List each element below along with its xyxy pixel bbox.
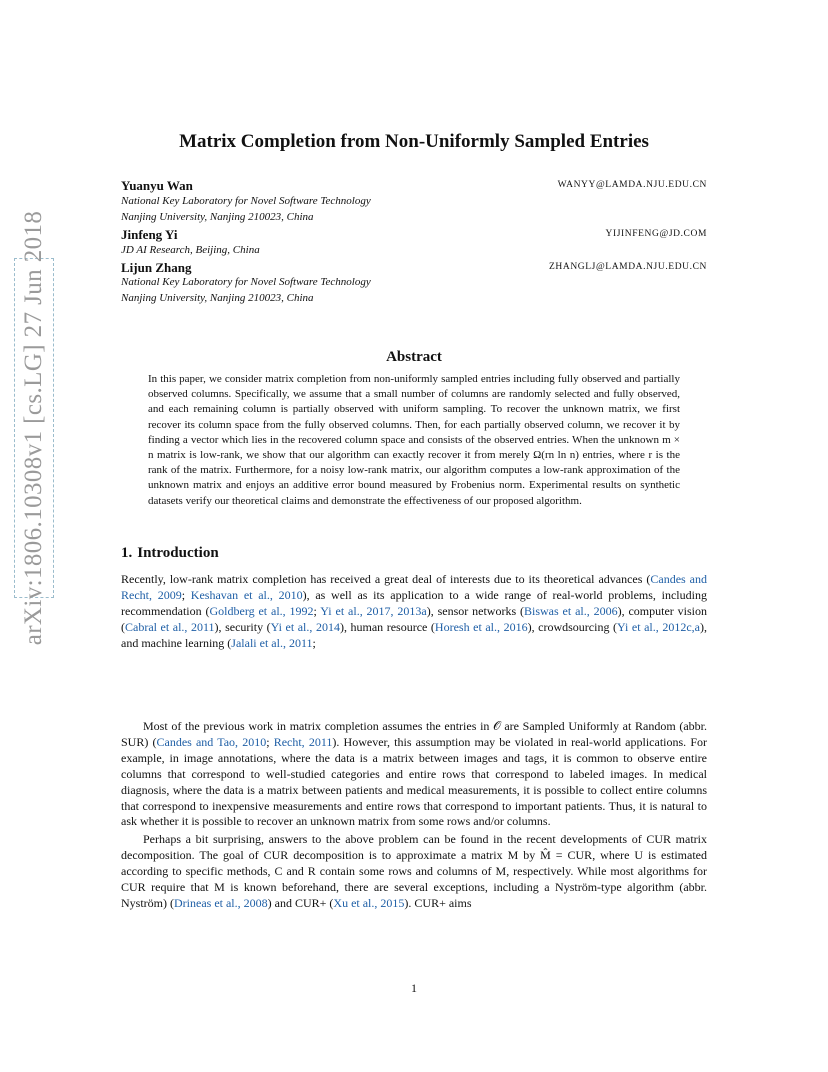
citation-link[interactable]: Drineas et al., 2008 (174, 895, 268, 910)
page-number: 1 (411, 981, 417, 995)
citation-link[interactable]: Candes and Tao, 2010 (156, 734, 267, 749)
text-run: ; (313, 603, 321, 618)
arxiv-stamp-text: arXiv:1806.10308v1 [cs.LG] 27 Jun 2018 (20, 210, 47, 646)
author-name: Lijun Zhang (121, 260, 192, 275)
text-run: ), human resource ( (339, 619, 435, 634)
citation-link[interactable]: Yi et al., 2014 (270, 619, 340, 634)
citation-link[interactable]: Candes and Recht, 2009 (121, 572, 707, 602)
text-run: ). However, this assumption may be violated in real-world applications. For example, in image annotations, where the data is a matrix between images and tags, it is common to observe entire columns that correspond to well-studied categories and entire rows that correspond to labeled images. In medical diagnosis, where the data is a matrix between patients and medical measurements, it is possible to collect entire columns that correspond to inexpensive measurements and entire rows that correspond to important patients. Thus, it is natural to ask whether it is possible to recover an unknown matrix from some rows and/or columns. (121, 734, 707, 829)
citation-link[interactable]: Recht, 2011 (273, 734, 333, 749)
author-affiliation: National Key Laboratory for Novel Software Technology (121, 276, 371, 288)
author-email[interactable]: WANYY@LAMDA.NJU.EDU.CN (557, 180, 707, 190)
author-email[interactable]: YIJINFENG@JD.COM (605, 229, 707, 239)
citation-link[interactable]: Yi et al., 2017, 2013a (320, 603, 427, 618)
text-run: ), computer vision ( (121, 603, 707, 634)
text-run: ), security ( (214, 619, 271, 634)
text-run: ; (181, 587, 191, 602)
text-run: ), as well as its application to a wide range of real-world problems, including recommendation ( (121, 587, 707, 618)
citation-link[interactable]: Horesh et al., 2016 (434, 619, 528, 634)
citation-link[interactable]: Keshavan et al., 2010 (190, 587, 303, 602)
text-run: ; (312, 635, 316, 650)
author-affiliation: National Key Laboratory for Novel Software Technology (121, 195, 371, 207)
abstract-text: In this paper, we consider matrix completion from non-uniformly sampled entries including fully observed and partially observed columns. Specifically, we assume that a small number of columns are randomly selected and fully observed, and each remaining column is partially observed with uniform sampling. To recover the unknown matrix, we first recover its column space from the fully observed columns. Then, for each partially observed column, we recover it by finding a vector which lies in the recovered column space and consists of the observed entries. When the unknown m × n matrix is low-rank, we show that our algorithm can exactly recover it from merely Ω(rn ln n) entries, where r is the rank of the matrix. Furthermore, for a noisy low-rank matrix, our algorithm computes a low-rank approximation of the unknown matrix and enjoys an additive error bound measured by Frobenius norm. Experimental results on synthetic datasets verify our theoretical claims and demonstrate the effectiveness of our proposed algorithm. (148, 373, 680, 507)
text-run: ), and machine learning ( (121, 619, 707, 650)
author-name: Yuanyu Wan (121, 178, 193, 193)
paper-title: Matrix Completion from Non-Uniformly Sampled Entries (179, 131, 649, 152)
arxiv-stamp (14, 210, 54, 646)
author-affiliation: JD AI Research, Beijing, China (121, 244, 260, 256)
intro-paragraph-2 (121, 719, 707, 830)
text-run: ) and CUR+ ( (267, 895, 334, 910)
text-run: ). CUR+ aims (404, 895, 472, 910)
text-run: ; (266, 734, 274, 749)
text-run: Recently, low-rank matrix completion has received a great deal of interests due to its theoretical advances ( (121, 572, 651, 586)
author-affiliation: Nanjing University, Nanjing 210023, China (121, 211, 314, 223)
abstract-heading: Abstract (386, 349, 442, 365)
text-run: ), crowdsourcing ( (527, 619, 617, 634)
section-title: Introduction (137, 545, 219, 561)
citation-link[interactable]: Yi et al., 2012c,a (617, 619, 700, 634)
citation-link[interactable]: Goldberg et al., 1992 (209, 603, 314, 618)
text-run: ), sensor networks ( (426, 603, 524, 618)
section-number: 1. (121, 545, 133, 561)
author-email[interactable]: ZHANGLJ@LAMDA.NJU.EDU.CN (549, 262, 707, 272)
section-heading (121, 545, 219, 562)
citation-link[interactable]: Cabral et al., 2011 (125, 619, 215, 634)
citation-link[interactable]: Xu et al., 2015 (333, 895, 405, 910)
citation-link[interactable]: Biswas et al., 2006 (524, 603, 618, 618)
citation-link[interactable]: Jalali et al., 2011 (231, 635, 313, 650)
text-run: Perhaps a bit surprising, answers to the above problem can be found in the recent developments of CUR matrix decomposition. The goal of CUR decomposition is to approximate a matrix M by M̂ = CUR, where U is estimated according to specific methods, C and R contain some rows and columns of M, respectively. While most algorithms for CUR require that M is known beforehand, there are several exceptions, including a Nyström-type algorithm (abbr. Nyström) ( (121, 832, 707, 910)
intro-paragraph-3 (121, 832, 707, 912)
author-name: Jinfeng Yi (121, 227, 178, 242)
author-affiliation: Nanjing University, Nanjing 210023, China (121, 292, 314, 304)
intro-paragraph-1 (121, 572, 707, 652)
text-run: Most of the previous work in matrix completion assumes the entries in 𝒪 are Sampled Uniformly at Random (abbr. SUR) ( (121, 719, 707, 749)
